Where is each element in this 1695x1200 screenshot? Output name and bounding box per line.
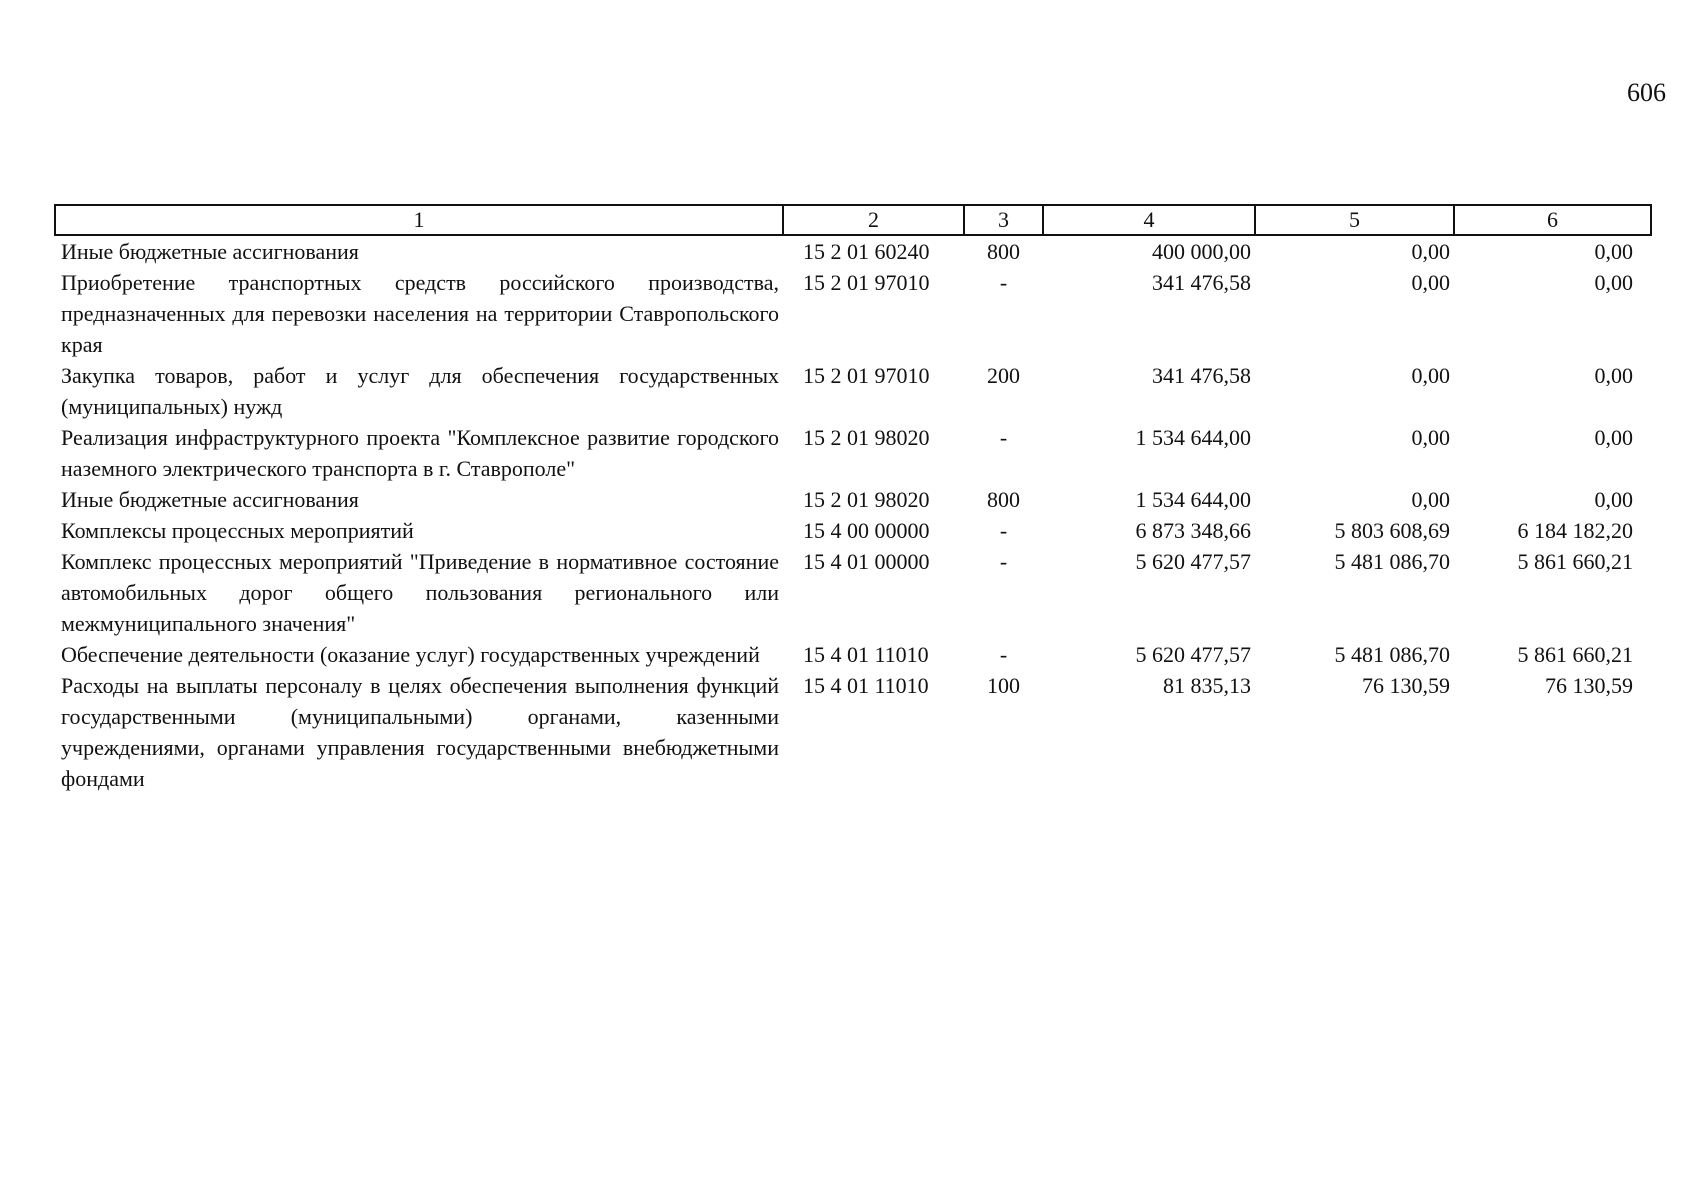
row-value-5: 0,00 [1411, 239, 1450, 264]
row-value-6: 0,00 [1594, 239, 1633, 264]
row-value-5: 5 803 608,69 [1334, 518, 1450, 543]
row-expense-type: - [999, 549, 1008, 574]
row-value-4: 5 620 477,57 [1135, 549, 1251, 574]
row-expense-type: 200 [987, 363, 1020, 388]
row-value-4: 341 476,58 [1152, 270, 1251, 295]
row-name: Обеспечение деятельности (оказание услуг) государственных учреждений [61, 642, 760, 667]
row-expense-type: - [999, 518, 1008, 543]
header-col-1: 1 [55, 205, 783, 235]
page-number: 606 [1627, 78, 1666, 107]
table-row [55, 235, 1651, 267]
row-name: Приобретение транспортных средств российского производства, предназначенных для перевозки населения на территории Ставропольского края [61, 270, 779, 357]
row-value-6: 5 861 660,21 [1517, 549, 1633, 574]
row-code: 15 4 00 00000 [803, 518, 930, 543]
row-code: 15 4 01 11010 [803, 642, 929, 667]
row-value-5: 76 130,59 [1362, 673, 1450, 698]
table-row [55, 422, 1651, 484]
row-code: 15 2 01 97010 [803, 363, 930, 388]
row-name: Иные бюджетные ассигнования [61, 487, 359, 512]
row-code: 15 4 01 11010 [803, 673, 929, 698]
row-name: Комплексы процессных мероприятий [61, 518, 414, 543]
row-expense-type: 100 [987, 673, 1020, 698]
header-col-6: 6 [1454, 205, 1651, 235]
row-value-6: 0,00 [1594, 425, 1633, 450]
row-value-4: 400 000,00 [1152, 239, 1251, 264]
row-code: 15 2 01 97010 [803, 270, 930, 295]
row-value-4: 81 835,13 [1163, 673, 1251, 698]
row-value-4: 341 476,58 [1152, 363, 1251, 388]
header-col-2: 2 [783, 205, 964, 235]
row-expense-type: 800 [987, 487, 1020, 512]
table-row [55, 670, 1651, 794]
table-row [55, 515, 1651, 546]
row-value-6: 76 130,59 [1545, 673, 1633, 698]
row-name: Иные бюджетные ассигнования [61, 239, 359, 264]
table-header [55, 205, 1651, 235]
row-value-6: 0,00 [1594, 363, 1633, 388]
row-code: 15 2 01 98020 [803, 487, 930, 512]
row-value-6: 5 861 660,21 [1517, 642, 1633, 667]
table-row [55, 546, 1651, 639]
row-code: 15 4 01 00000 [803, 549, 930, 574]
row-value-4: 1 534 644,00 [1135, 425, 1251, 450]
row-code: 15 2 01 60240 [803, 239, 930, 264]
header-row [55, 205, 1651, 235]
row-value-5: 0,00 [1411, 487, 1450, 512]
table-body [55, 235, 1651, 794]
row-name: Реализация инфраструктурного проекта "Комплексное развитие городского наземного электрического транспорта в г. Ставрополе" [61, 425, 779, 481]
row-value-5: 5 481 086,70 [1334, 642, 1450, 667]
table-row [55, 267, 1651, 360]
row-expense-type: - [999, 270, 1008, 295]
row-expense-type: - [999, 642, 1008, 667]
row-name: Расходы на выплаты персоналу в целях обеспечения выполнения функций государственными (муниципальными) органами, казенными учреждениями, органами управления государственными внебюджетными фондами [61, 673, 779, 791]
row-value-5: 0,00 [1411, 270, 1450, 295]
header-col-3: 3 [964, 205, 1043, 235]
row-value-4: 1 534 644,00 [1135, 487, 1251, 512]
row-value-5: 5 481 086,70 [1334, 549, 1450, 574]
row-value-6: 6 184 182,20 [1517, 518, 1633, 543]
row-value-6: 0,00 [1594, 270, 1633, 295]
row-name: Закупка товаров, работ и услуг для обеспечения государственных (муниципальных) нужд [61, 363, 779, 419]
row-name: Комплекс процессных мероприятий "Приведение в нормативное состояние автомобильных дорог общего пользования регионального или межмуниципального значения" [61, 549, 779, 636]
row-code: 15 2 01 98020 [803, 425, 930, 450]
header-col-4: 4 [1043, 205, 1255, 235]
row-value-4: 6 873 348,66 [1135, 518, 1251, 543]
table-row [55, 639, 1651, 670]
row-expense-type: - [999, 425, 1008, 450]
row-value-6: 0,00 [1594, 487, 1633, 512]
table-row [55, 360, 1651, 422]
row-expense-type: 800 [987, 239, 1020, 264]
row-value-5: 0,00 [1411, 363, 1450, 388]
row-value-4: 5 620 477,57 [1135, 642, 1251, 667]
row-value-5: 0,00 [1411, 425, 1450, 450]
budget-table [54, 204, 1652, 794]
table-row [55, 484, 1651, 515]
header-col-5: 5 [1255, 205, 1454, 235]
